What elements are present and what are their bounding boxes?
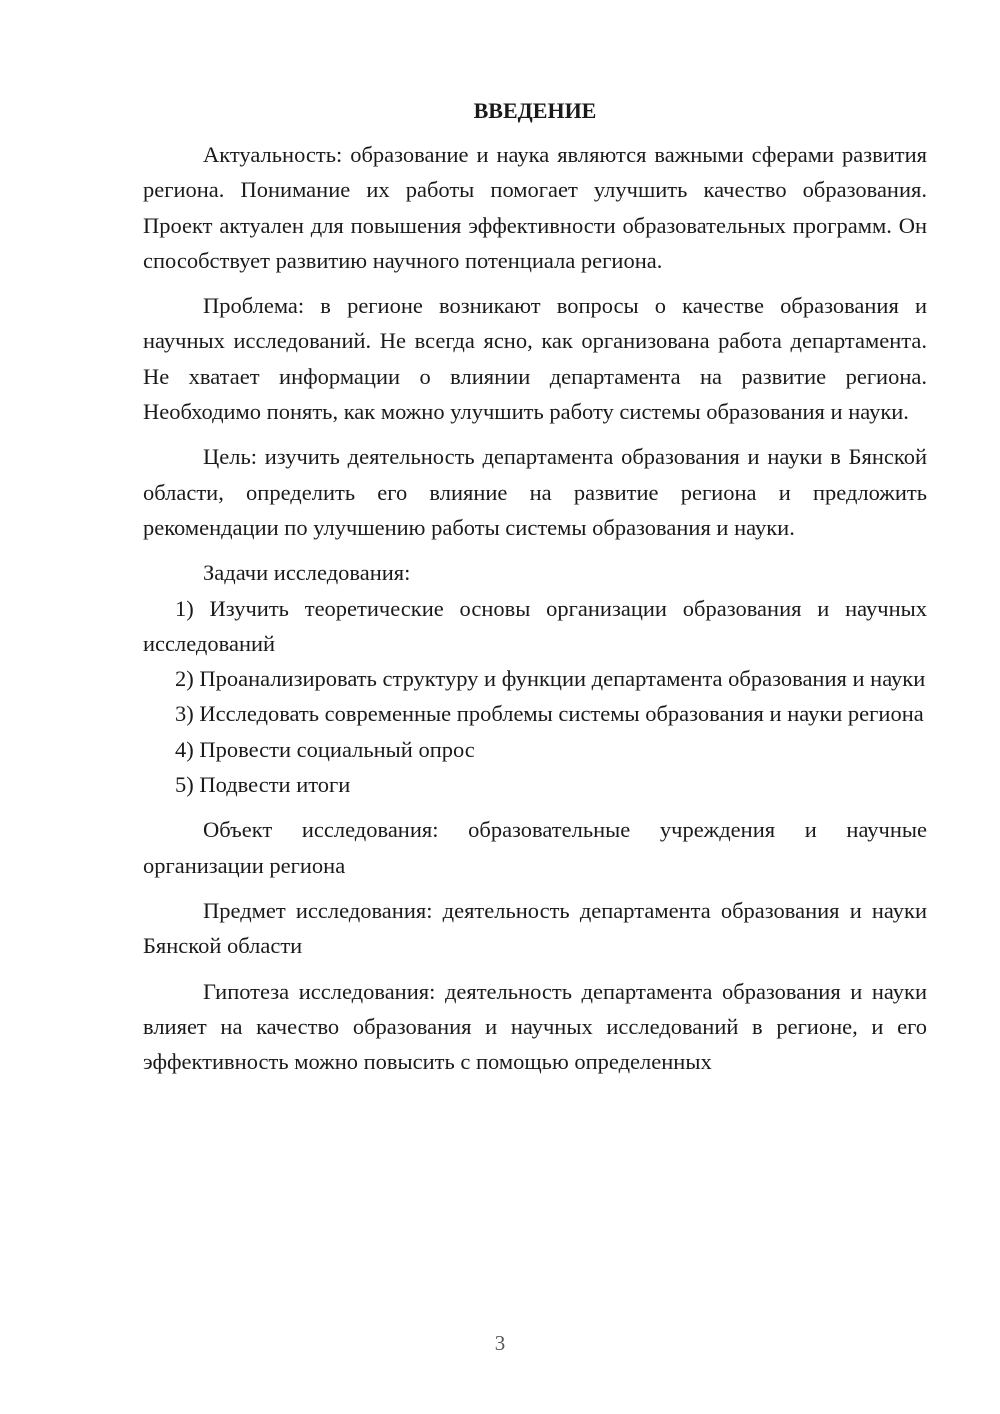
task-item-5: 5) Подвести итоги (175, 772, 351, 798)
page-number: 3 (494, 1331, 506, 1355)
problem-paragraph: Проблема: в регионе возникают вопросы о качестве образования и научных исследований. Не всегда ясно, как организована работа департамента. Не хватает информации о влиянии департамента на развитие региона. Необходимо понять, как можно улучшить работу системы образования и науки. (143, 293, 927, 425)
object-paragraph: Объект исследования: образовательные учреждения и научные организации региона (143, 817, 927, 878)
relevance-paragraph: Актуальность: образование и наука являются важными сферами развития региона. Понимание их работы помогает улучшить качество образования. Проект актуален для повышения эффективности образовательных программ. Он способствует развитию научного потенциала региона. (143, 142, 927, 273)
page-title: ВВЕДЕНИЕ (473, 98, 597, 123)
subject-paragraph: Предмет исследования: деятельность департамента образования и науки Бянской области (143, 897, 927, 959)
hypothesis-paragraph: Гипотеза исследования: деятельность департамента образования и науки влияет на качество образования и научных исследований в регионе, и его эффективность можно повысить с помощью определенных (143, 978, 927, 1075)
tasks-heading: Задачи исследования: (203, 560, 411, 586)
task-item-4: 4) Провести социальный опрос (175, 736, 475, 762)
document-page (143, 93, 927, 1079)
task-item-3: 3) Исследовать современные проблемы системы образования и науки региона (175, 701, 924, 727)
task-item-1: 1) Изучить теоретические основы организации образования и научных исследований (143, 595, 927, 656)
task-item-2: 2) Проанализировать структуру и функции департамента образования и науки (175, 666, 926, 692)
goal-paragraph: Цель: изучить деятельность департамента образования и науки в Бянской области, определить его влияние на развитие региона и предложить рекомендации по улучшению работы системы образования и науки. (143, 444, 927, 540)
